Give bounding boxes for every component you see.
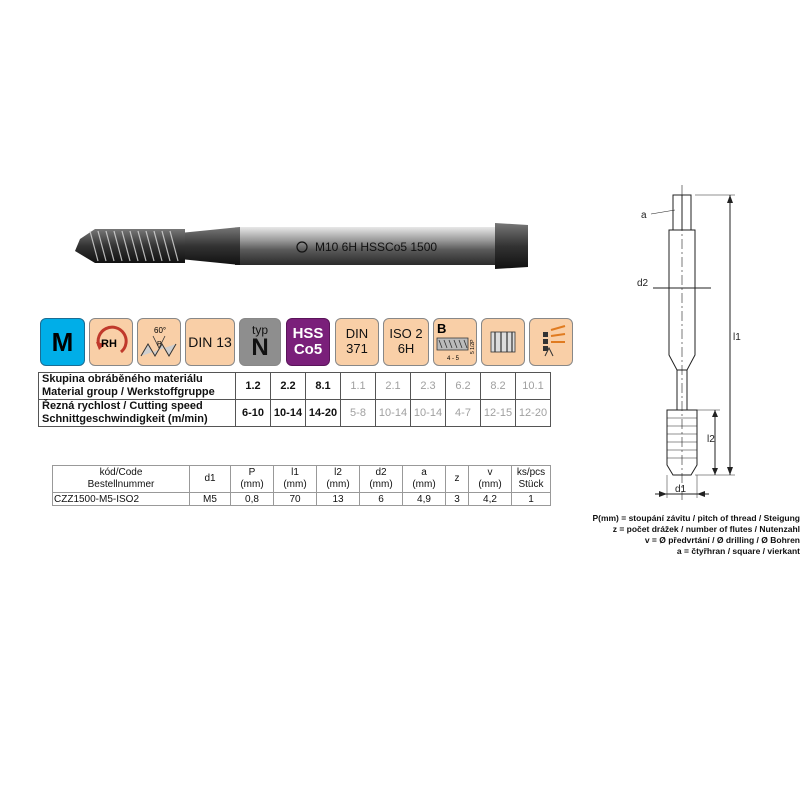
group-cell: 2.2 bbox=[271, 373, 306, 400]
din13-badge bbox=[185, 318, 235, 366]
chamfer-letter: B bbox=[437, 321, 447, 336]
technical-drawing bbox=[595, 180, 775, 515]
header-d1: d1 bbox=[190, 466, 231, 493]
cutting-speed-label-cz: Řezná rychlost / Cutting speed bbox=[42, 400, 203, 412]
group-cell: 8.1 bbox=[306, 373, 341, 400]
label-l1: l1 bbox=[733, 332, 741, 343]
v-cell: 4,2 bbox=[469, 493, 512, 506]
type-big-label: N bbox=[251, 334, 269, 361]
din371-badge bbox=[335, 318, 379, 366]
dimension-header-row bbox=[53, 466, 551, 493]
pcs-cell: 1 bbox=[512, 493, 551, 506]
speed-cell: 14-20 bbox=[306, 400, 341, 427]
type-badge bbox=[239, 318, 281, 366]
speed-cell: 10-14 bbox=[376, 400, 411, 427]
straight-flute-icon bbox=[481, 318, 525, 366]
group-cell: 1.1 bbox=[341, 373, 376, 400]
iso-line2: 6H bbox=[397, 341, 415, 356]
legend-line-drilling: v = Ø předvrtání / Ø drilling / Ø Bohren bbox=[644, 535, 800, 545]
type-small-label: typ bbox=[251, 323, 268, 337]
legend-line-pitch: P(mm) = stoupání závitu / pitch of thread / Steigung bbox=[592, 513, 800, 523]
cutting-speed-row bbox=[39, 400, 551, 427]
header-d2: d2 (mm) bbox=[360, 466, 403, 493]
label-l2: l2 bbox=[707, 434, 715, 445]
header-l1: l1 (mm) bbox=[274, 466, 317, 493]
din13-label: DIN 13 bbox=[188, 334, 232, 350]
material-group-row bbox=[39, 373, 551, 400]
d2-cell: 6 bbox=[360, 493, 403, 506]
rotation-label: RH bbox=[101, 338, 117, 350]
header-z: z bbox=[446, 466, 469, 493]
speed-cell: 4-7 bbox=[446, 400, 481, 427]
material-group-icon bbox=[40, 318, 85, 366]
group-cell: 6.2 bbox=[446, 373, 481, 400]
tool-marking: M10 6H HSSCo5 1500 bbox=[315, 240, 438, 254]
group-cell: 8.2 bbox=[481, 373, 516, 400]
material-group-label-en: Material group / Werkstoffgruppe bbox=[42, 386, 215, 398]
chamfer-form-icon bbox=[433, 318, 477, 366]
chamfer-angle: 5 1/2P bbox=[470, 339, 476, 354]
a-cell: 4,9 bbox=[403, 493, 446, 506]
header-pcs: ks/pcs Stück bbox=[512, 466, 551, 493]
tap-tool-illustration bbox=[60, 205, 530, 285]
coolant-chips-icon bbox=[529, 318, 573, 366]
speed-cell: 10-14 bbox=[411, 400, 446, 427]
header-v: v (mm) bbox=[469, 466, 512, 493]
speed-cell: 12-20 bbox=[516, 400, 551, 427]
material-letter: M bbox=[51, 326, 74, 357]
group-cell: 1.2 bbox=[236, 373, 271, 400]
speed-cell: 10-14 bbox=[271, 400, 306, 427]
iso-tolerance-badge bbox=[383, 318, 429, 366]
material-group-label-cz: Skupina obráběného materiálu bbox=[42, 373, 203, 385]
z-cell: 3 bbox=[446, 493, 469, 506]
iso-line1: ISO 2 bbox=[389, 326, 423, 342]
group-cell: 2.3 bbox=[411, 373, 446, 400]
thread-angle-label: 60° bbox=[154, 326, 167, 335]
group-cell: 10.1 bbox=[516, 373, 551, 400]
cutting-speed-label bbox=[39, 400, 236, 427]
label-a: a bbox=[641, 210, 647, 221]
hss-label: HSS bbox=[292, 325, 324, 343]
material-speed-table bbox=[38, 372, 551, 427]
legend-line-flutes: z = počet drážek / number of flutes / Nutenzahl bbox=[612, 524, 800, 534]
l2-cell: 13 bbox=[317, 493, 360, 506]
tool-thread-body bbox=[75, 229, 185, 263]
din371-line1: DIN bbox=[345, 326, 369, 342]
thread-p-label: P bbox=[157, 341, 162, 348]
cutting-speed-label-de: Schnittgeschwindigkeit (m/min) bbox=[42, 413, 208, 425]
material-group-label bbox=[39, 373, 236, 400]
group-cell: 2.1 bbox=[376, 373, 411, 400]
hss-co5-badge bbox=[286, 318, 330, 366]
chamfer-range: 4 - 5 bbox=[447, 356, 460, 362]
speed-cell: 12-15 bbox=[481, 400, 516, 427]
header-a: a (mm) bbox=[403, 466, 446, 493]
tool-square-end bbox=[495, 223, 528, 269]
dimension-table bbox=[52, 465, 551, 506]
table-row bbox=[53, 493, 551, 506]
thread-profile-icon bbox=[137, 318, 181, 366]
p-cell: 0,8 bbox=[231, 493, 274, 506]
l1-cell: 70 bbox=[274, 493, 317, 506]
speed-cell: 6-10 bbox=[236, 400, 271, 427]
d1-cell: M5 bbox=[190, 493, 231, 506]
code-cell: CZZ1500-M5-ISO2 bbox=[53, 493, 190, 506]
din371-line2: 371 bbox=[346, 341, 368, 356]
tool-neck bbox=[180, 227, 240, 265]
legend-line-square: a = čtyřhran / square / vierkant bbox=[676, 546, 800, 556]
right-hand-icon bbox=[89, 318, 133, 366]
header-code: kód/Code Bestellnummer bbox=[53, 466, 190, 493]
speed-cell: 5-8 bbox=[341, 400, 376, 427]
legend bbox=[560, 513, 800, 557]
header-l2: l2 (mm) bbox=[317, 466, 360, 493]
label-d2: d2 bbox=[637, 278, 649, 289]
header-p: P (mm) bbox=[231, 466, 274, 493]
co5-label: Co5 bbox=[293, 341, 323, 358]
label-d1: d1 bbox=[675, 484, 687, 495]
